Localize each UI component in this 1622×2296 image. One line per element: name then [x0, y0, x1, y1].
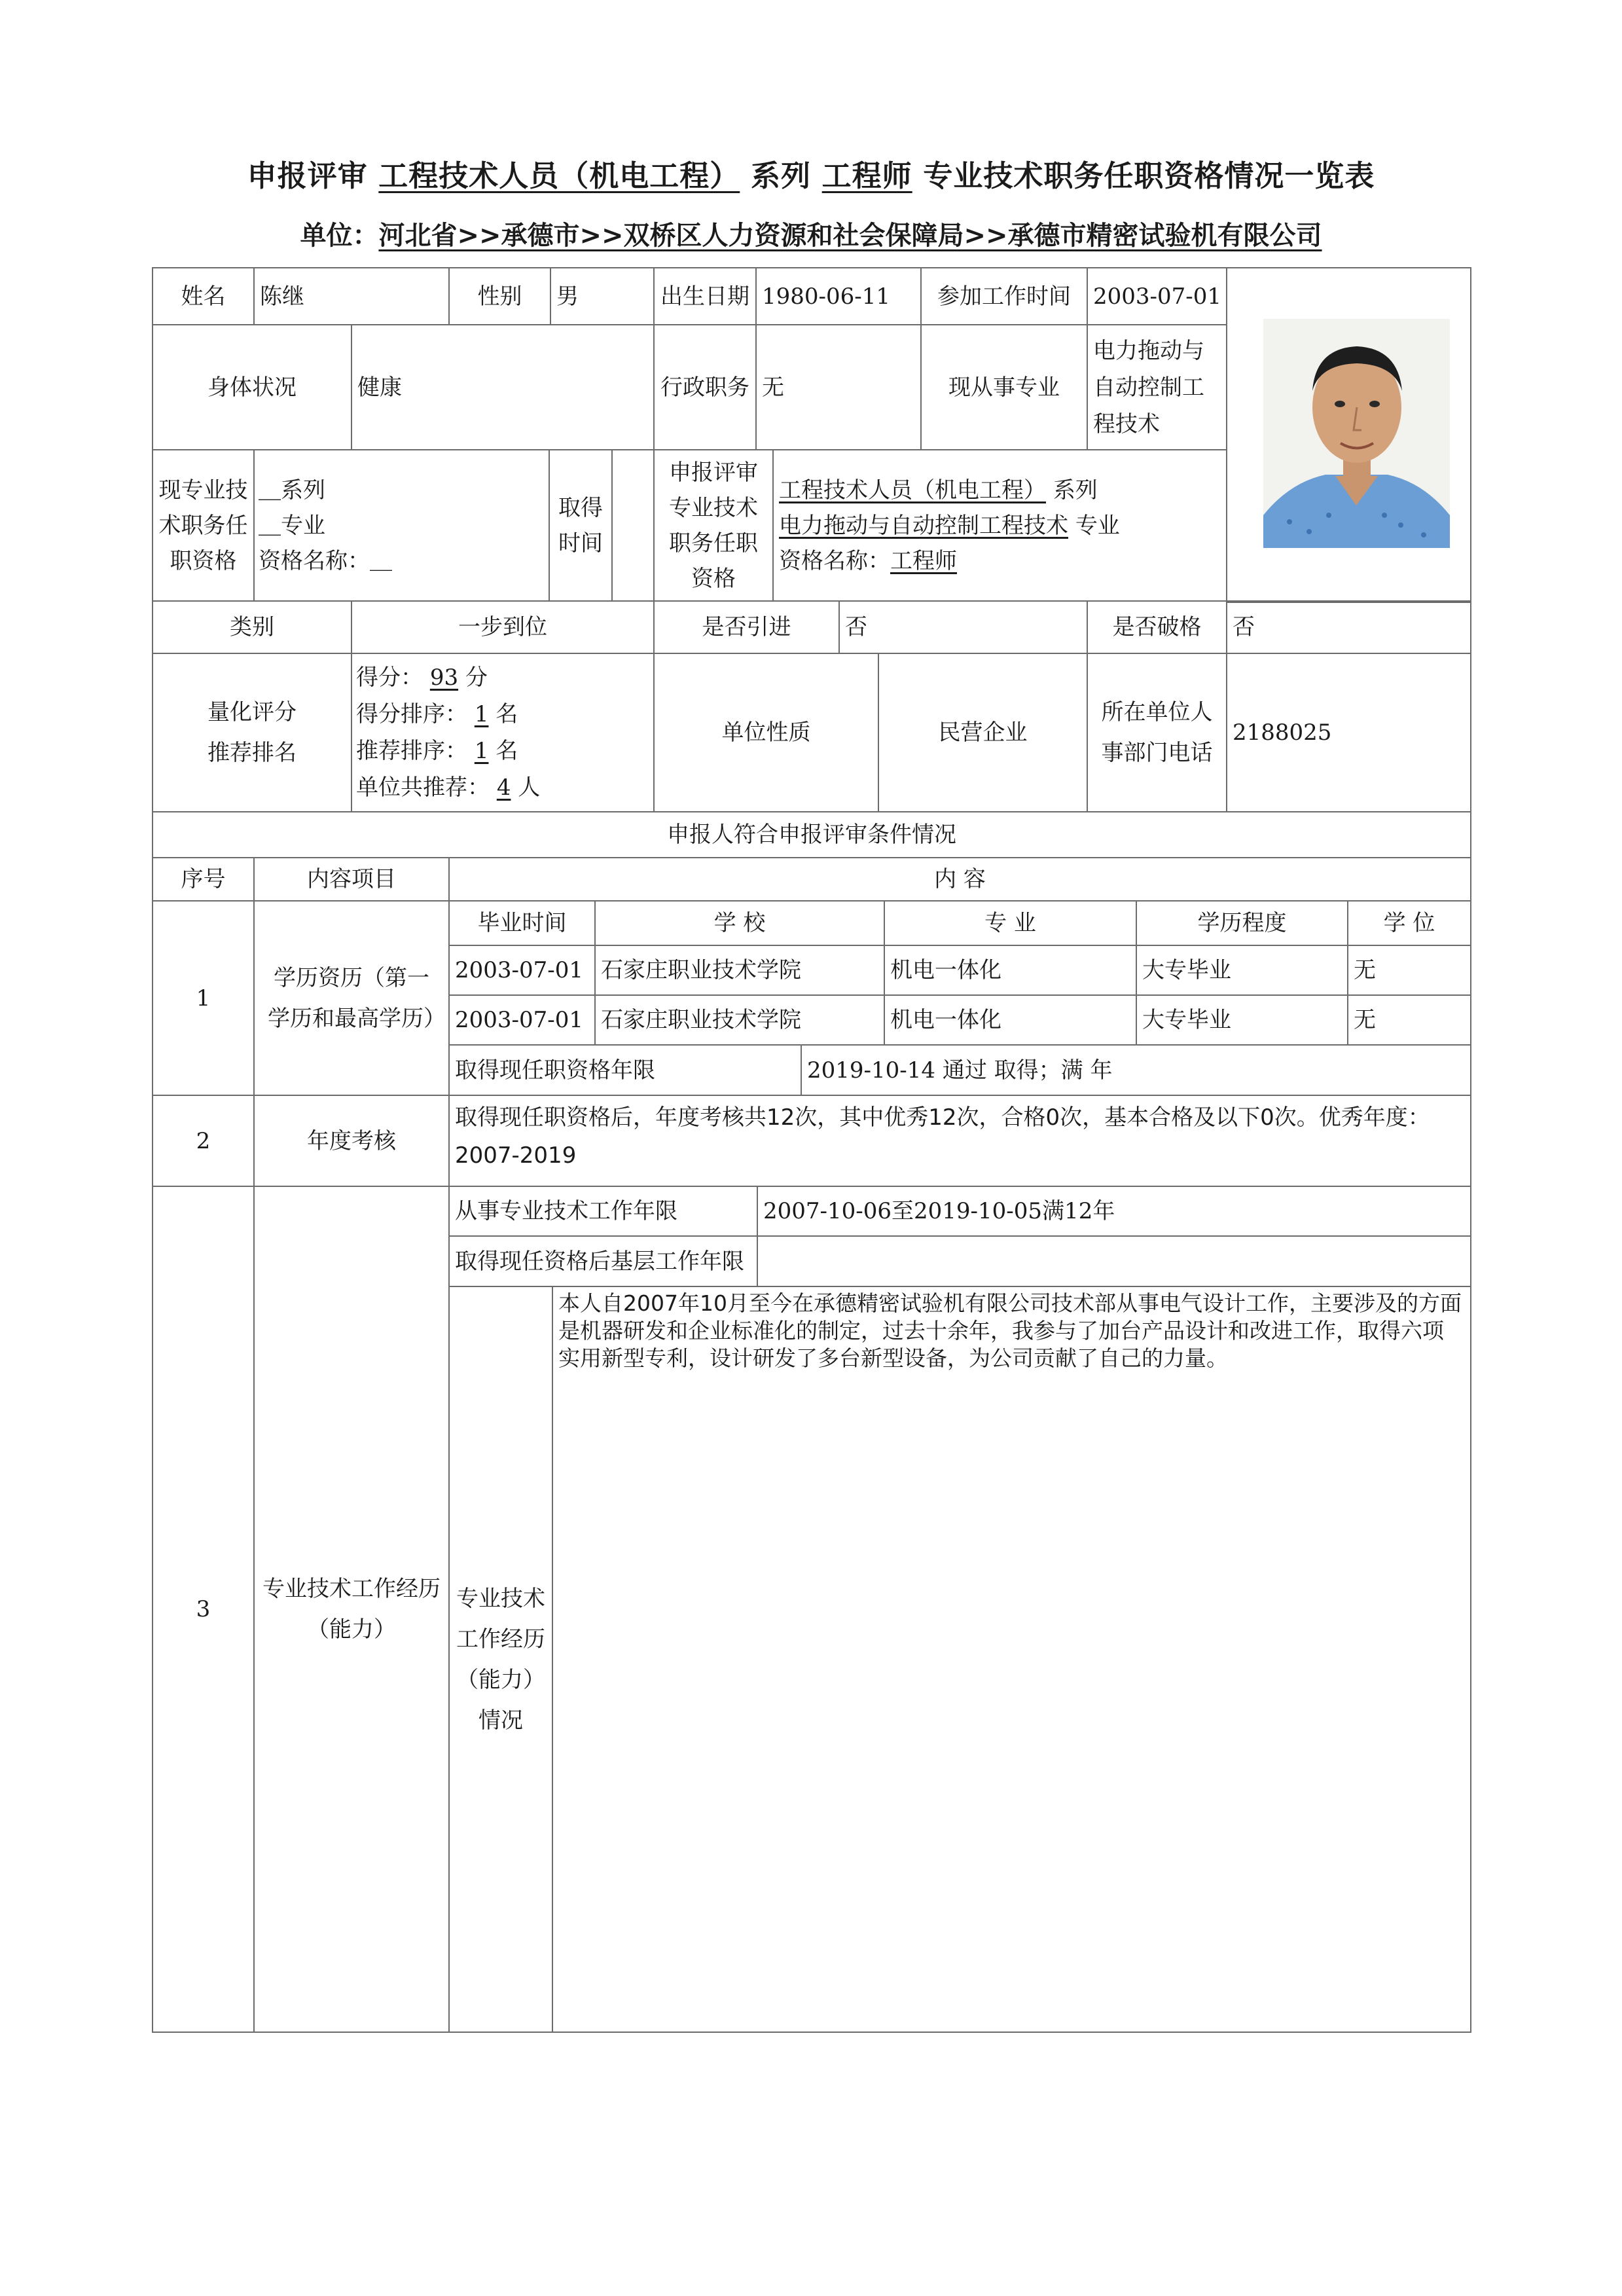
hr-phone-value: 2188025	[1226, 653, 1471, 812]
obtain-time-value	[611, 449, 655, 602]
document-title: 申报评审 工程技术人员（机电工程） 系列 工程师 专业技术职务任职资格情况一览表	[247, 158, 1375, 193]
experience-detail-label: 专业技术工作经历（能力）情况	[448, 1286, 553, 2033]
introduced-value: 否	[838, 600, 1088, 654]
applicant-photo	[1263, 319, 1450, 548]
education-no: 1	[152, 900, 255, 1096]
recommend-total: 4	[496, 774, 511, 801]
unit-type-label: 单位性质	[653, 653, 879, 812]
experience-item: 专业技术工作经历（能力）	[253, 1186, 450, 2033]
admin-post-value: 无	[755, 324, 922, 450]
edu-row2-level: 大专毕业	[1136, 994, 1348, 1046]
col-content-header: 内 容	[448, 857, 1471, 902]
score-rank: 1	[474, 701, 489, 727]
edu-header-major: 专 业	[884, 900, 1137, 946]
recommend-rank: 1	[474, 738, 489, 764]
work-start-value: 2003-07-01	[1087, 267, 1227, 325]
experience-no: 3	[152, 1186, 255, 2033]
apply-qual-label: 申报评审专业技术职务任职资格	[653, 449, 774, 602]
annual-no: 2	[152, 1095, 255, 1187]
category-label: 类别	[152, 600, 352, 654]
conditions-heading: 申报人符合申报评审条件情况	[152, 811, 1471, 858]
apply-qual-name: 工程师	[890, 547, 957, 574]
edu-row2-major: 机电一体化	[884, 994, 1137, 1046]
edu-row2-grad-time: 2003-07-01	[448, 994, 596, 1046]
score-details: 得分： 93 分 得分排序： 1 名 推荐排序： 1 名 单位共推荐： 4 人	[351, 653, 655, 812]
edu-header-school: 学 校	[594, 900, 885, 946]
col-no-header: 序号	[152, 857, 255, 902]
gender-value: 男	[550, 267, 655, 325]
title-rank: 工程师	[821, 158, 912, 193]
health-label: 身体状况	[152, 324, 352, 450]
edu-header-grad-time: 毕业时间	[448, 900, 596, 946]
qual-years-date: 2019-10-14	[807, 1057, 936, 1084]
category-value: 一步到位	[351, 600, 655, 654]
apply-series: 工程技术人员（机电工程）	[779, 477, 1046, 503]
exception-label: 是否破格	[1087, 600, 1227, 654]
score-label: 量化评分 推荐排名	[152, 653, 352, 812]
edu-row1-grad-time: 2003-07-01	[448, 945, 596, 996]
edu-row1-major: 机电一体化	[884, 945, 1137, 996]
major-label: 现从事专业	[920, 324, 1088, 450]
qual-years-label: 取得现任职资格年限	[448, 1044, 802, 1096]
annual-text: 取得现任职资格后，年度考核共12次，其中优秀12次，合格0次，基本合格及以下0次。优秀年度：2007-2019	[448, 1095, 1471, 1187]
work-start-label: 参加工作时间	[920, 267, 1088, 325]
grassroots-years-value	[757, 1235, 1471, 1287]
birth-label: 出生日期	[653, 267, 757, 325]
edu-row2-degree: 无	[1347, 994, 1471, 1046]
current-qual-value: ＿系列 ＿专业 资格名称：＿	[253, 449, 550, 602]
col-item-header: 内容项目	[253, 857, 450, 902]
exception-value: 否	[1226, 600, 1471, 654]
edu-header-level: 学历程度	[1136, 900, 1348, 946]
apply-qual-value: 工程技术人员（机电工程） 系列 电力拖动与自动控制工程技术 专业 资格名称：工程师	[772, 449, 1227, 602]
edu-header-degree: 学 位	[1347, 900, 1471, 946]
name-label: 姓名	[152, 267, 255, 325]
title-series: 工程技术人员（机电工程）	[378, 158, 740, 193]
birth-value: 1980-06-11	[755, 267, 922, 325]
admin-post-label: 行政职务	[653, 324, 757, 450]
annual-item: 年度考核	[253, 1095, 450, 1187]
apply-major: 电力拖动与自动控制工程技术	[779, 512, 1068, 539]
gender-label: 性别	[448, 267, 551, 325]
experience-detail-text: 本人自2007年10月至今在承德精密试验机有限公司技术部从事电气设计工作，主要涉及的方面是机器研发和企业标准化的制定，过去十余年，我参与了加台产品设计和改进工作，取得六项实用新型专利，设计研发了多台新型设备，为公司贡献了自己的力量。	[552, 1286, 1471, 2033]
unit-type-value: 民营企业	[878, 653, 1088, 812]
work-years-label: 从事专业技术工作年限	[448, 1186, 758, 1237]
score-value: 93	[429, 665, 459, 691]
unit-line: 单位：河北省>>承德市>>双桥区人力资源和社会保障局>>承德市精密试验机有限公司	[300, 221, 1322, 251]
work-years-value: 2007-10-06至2019-10-05满12年	[757, 1186, 1471, 1237]
edu-row2-school: 石家庄职业技术学院	[594, 994, 885, 1046]
edu-row1-level: 大专毕业	[1136, 945, 1348, 996]
hr-phone-label: 所在单位人事部门电话	[1087, 653, 1227, 812]
current-qual-label: 现专业技术职务任职资格	[152, 449, 255, 602]
edu-row1-school: 石家庄职业技术学院	[594, 945, 885, 996]
name-value: 陈继	[253, 267, 450, 325]
health-value: 健康	[351, 324, 655, 450]
introduced-label: 是否引进	[653, 600, 840, 654]
major-value: 电力拖动与自动控制工程技术	[1087, 324, 1227, 450]
qual-years-value: 2019-10-14 通过 取得；满 年	[801, 1044, 1471, 1096]
edu-row1-degree: 无	[1347, 945, 1471, 996]
education-item: 学历资历（第一学历和最高学历）	[253, 900, 450, 1096]
unit-path: 河北省>>承德市>>双桥区人力资源和社会保障局>>承德市精密试验机有限公司	[378, 221, 1322, 251]
obtain-time-label: 取得时间	[549, 449, 613, 602]
grassroots-years-label: 取得现任资格后基层工作年限	[448, 1235, 758, 1287]
